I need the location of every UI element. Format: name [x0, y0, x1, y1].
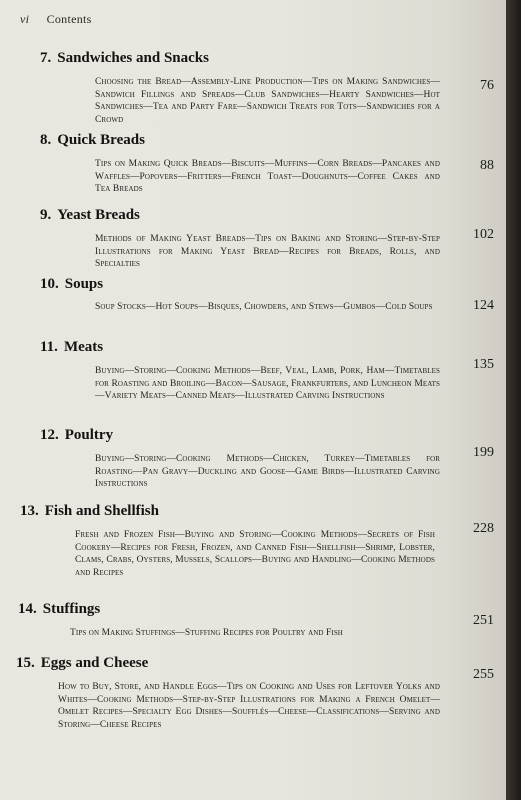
chapter-description: Buying—Storing—Cooking Methods—Chicken, Turkey—Timetables for Roasting—Pan Gravy—Duckling and Goose—Game Birds—Illustrated Carving Instructions — [95, 454, 440, 489]
chapter-title — [40, 339, 103, 356]
chapter-page-number: 228 — [473, 521, 494, 536]
chapter-page-number: 251 — [473, 613, 494, 628]
chapter-number: 10. — [40, 276, 59, 292]
chapter-page-number: 255 — [473, 667, 494, 682]
chapter-page-number: 135 — [473, 357, 494, 372]
chapter-name: Quick Breads — [57, 132, 145, 148]
chapter-number: 9. — [40, 207, 52, 223]
chapter-page-number: 124 — [473, 298, 494, 313]
chapter-name: Yeast Breads — [57, 207, 140, 223]
chapter-title — [40, 427, 113, 444]
chapter-number: 12. — [40, 427, 59, 443]
chapter-page-number: 76 — [480, 78, 494, 93]
chapter-number: 8. — [40, 132, 52, 148]
chapter-description: Tips on Making Stuffings—Stuffing Recipes for Poultry and Fish — [70, 628, 343, 638]
chapter-title — [40, 207, 140, 224]
chapter-number: 7. — [40, 50, 52, 66]
chapter-title — [40, 50, 209, 67]
chapter-name: Fish and Shellfish — [44, 503, 159, 519]
header-title: Contents — [46, 12, 92, 26]
chapter-title — [18, 601, 100, 618]
chapter-name: Meats — [63, 339, 104, 355]
chapter-name: Eggs and Cheese — [40, 655, 149, 671]
chapter-page-number: 88 — [480, 158, 494, 173]
chapter-description: Fresh and Frozen Fish—Buying and Storing—Cooking Methods—Secrets of Fish Cookery—Recipes for Fresh, Frozen, and Canned Fish—Shellfish—Shrimp, Lobster, Clams, Crabs, Oysters, Mussels, Scallops—Buying and Handling—Cooking Methods and Recipes — [75, 530, 435, 578]
chapter-name: Stuffings — [42, 601, 101, 617]
chapter-number: 14. — [18, 601, 37, 617]
chapter-title — [40, 276, 103, 293]
chapter-description: Soup Stocks—Hot Soups—Bisques, Chowders, and Stews—Gumbos—Cold Soups — [95, 302, 433, 312]
chapter-page-number: 199 — [473, 445, 494, 460]
chapter-number: 11. — [40, 339, 58, 355]
chapter-description: Methods of Making Yeast Breads—Tips on Baking and Storing—Step-by-Step Illustrations for Making Yeast Bread—Recipes for Breads, Rolls, and Specialties — [95, 234, 440, 269]
chapter-number: 15. — [16, 655, 35, 671]
chapter-description: How to Buy, Store, and Handle Eggs—Tips on Cooking and Uses for Leftover Yolks and Whites—Cooking Methods—Step-by-Step Illustrations for Making a French Omelet—Omelet Recipes—Specialty Egg Dishes—Soufflés—Cheese—Classifications—Serving and Storing—Cheese Recipes — [58, 682, 440, 730]
chapter-page-number: 102 — [473, 227, 494, 242]
chapter-title — [40, 132, 145, 149]
header-page-number: vi — [20, 12, 30, 26]
chapter-description: Tips on Making Quick Breads—Biscuits—Muffins—Corn Breads—Pancakes and Waffles—Popovers—Fritters—French Toast—Doughnuts—Coffee Cakes and Tea Breads — [95, 159, 440, 194]
chapter-name: Poultry — [64, 427, 114, 443]
chapter-description: Buying—Storing—Cooking Methods—Beef, Veal, Lamb, Pork, Ham—Timetables for Roasting and Broiling—Bacon—Sausage, Frankfurters, and Luncheon Meats—Variety Meats—Canned Meats—Illustrated Carving Instructions — [95, 366, 440, 401]
chapter-number: 13. — [20, 503, 39, 519]
chapter-title — [20, 503, 159, 520]
chapter-title — [16, 655, 148, 672]
book-spine — [506, 0, 521, 800]
chapter-name: Soups — [64, 276, 104, 292]
chapter-description: Choosing the Bread—Assembly-Line Production—Tips on Making Sandwiches—Sandwich Fillings and Spreads—Club Sandwiches—Hearty Sandwiches—Hot Sandwiches—Tea and Party Fare—Sandwich Treats for Tots—Sandwiches for a Crowd — [95, 77, 440, 125]
running-header — [20, 12, 92, 27]
chapter-name: Sandwiches and Snacks — [57, 50, 209, 66]
